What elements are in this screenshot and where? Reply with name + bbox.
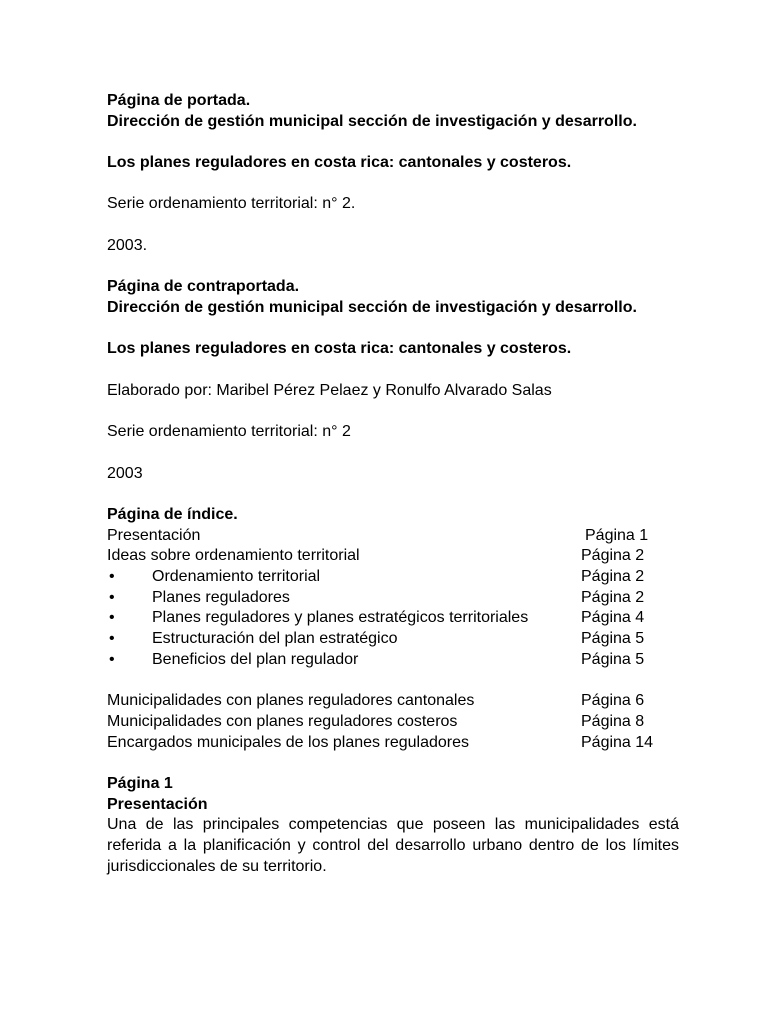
cover-year: 2003. (107, 236, 148, 254)
toc-entry (107, 691, 679, 712)
toc-entry (107, 546, 679, 567)
back-cover-organization: Dirección de gestión municipal sección de investigación y desarrollo. (107, 298, 637, 316)
toc-entry-title: Planes reguladores (152, 588, 290, 606)
toc-entry (107, 608, 679, 629)
toc-entry-page: Página 6 (581, 692, 645, 710)
bullet-icon: • (109, 630, 115, 648)
toc-entry-page: Página 14 (581, 733, 654, 751)
toc-entry (107, 650, 679, 671)
toc-entry-page: Página 8 (581, 712, 645, 730)
bullet-icon: • (109, 588, 115, 606)
toc-entry-page: Página 2 (581, 568, 645, 585)
toc-entry (107, 629, 679, 650)
cover-heading: Página de portada. (107, 92, 251, 109)
cover-series: Serie ordenamiento territorial: n° 2. (107, 195, 356, 213)
toc-entry (107, 712, 679, 733)
back-cover-series: Serie ordenamiento territorial: n° 2 (107, 423, 351, 441)
page1-body-paragraph: Una de las principales competencias que poseen las municipalidades está referida a la planificación y control del desarrollo urbano dentro de los límites jurisdiccionales de su territorio. (107, 816, 679, 875)
table-of-contents (107, 526, 679, 754)
back-cover-heading: Página de contraportada. (107, 278, 300, 296)
toc-entry (107, 733, 679, 754)
toc-entry-page: Página 2 (581, 588, 645, 606)
toc-entry (107, 588, 679, 609)
page1-heading: Página 1 (107, 774, 173, 792)
toc-entry (107, 526, 679, 547)
toc-entry-title: Ordenamiento territorial (152, 568, 321, 585)
back-cover-year: 2003 (107, 464, 143, 482)
back-cover-authors: Elaborado por: Maribel Pérez Pelaez y Ronulfo Alvarado Salas (107, 381, 552, 399)
toc-entry-page: Página 5 (581, 650, 645, 668)
index-heading: Página de índice. (107, 505, 238, 523)
toc-entry (107, 567, 679, 588)
toc-entry-title: Municipalidades con planes reguladores costeros (107, 712, 458, 730)
toc-entry-title: Municipalidades con planes reguladores cantonales (107, 692, 475, 710)
toc-entry-title: Estructuración del plan estratégico (152, 630, 398, 648)
toc-entry-page: Página 5 (581, 630, 645, 648)
toc-entry-page: Página 1 (585, 526, 649, 544)
toc-entry-page: Página 2 (581, 547, 645, 565)
toc-entry-title: Encargados municipales de los planes reguladores (107, 733, 469, 751)
page1-section-title: Presentación (107, 795, 208, 813)
cover-organization: Dirección de gestión municipal sección de investigación y desarrollo. (107, 112, 637, 130)
back-cover-title: Los planes reguladores en costa rica: cantonales y costeros. (107, 340, 572, 358)
toc-entry-title: Planes reguladores y planes estratégicos territoriales (152, 609, 529, 627)
bullet-icon: • (109, 650, 115, 668)
toc-entry-page: Página 4 (581, 609, 645, 627)
bullet-icon: • (109, 568, 115, 585)
toc-entry-title: Beneficios del plan regulador (152, 650, 359, 668)
cover-title: Los planes reguladores en costa rica: cantonales y costeros. (107, 154, 572, 172)
toc-entry-title: Presentación (107, 526, 201, 544)
toc-entry-title: Ideas sobre ordenamiento territorial (107, 547, 360, 565)
bullet-icon: • (109, 609, 115, 627)
document-body (107, 91, 679, 877)
